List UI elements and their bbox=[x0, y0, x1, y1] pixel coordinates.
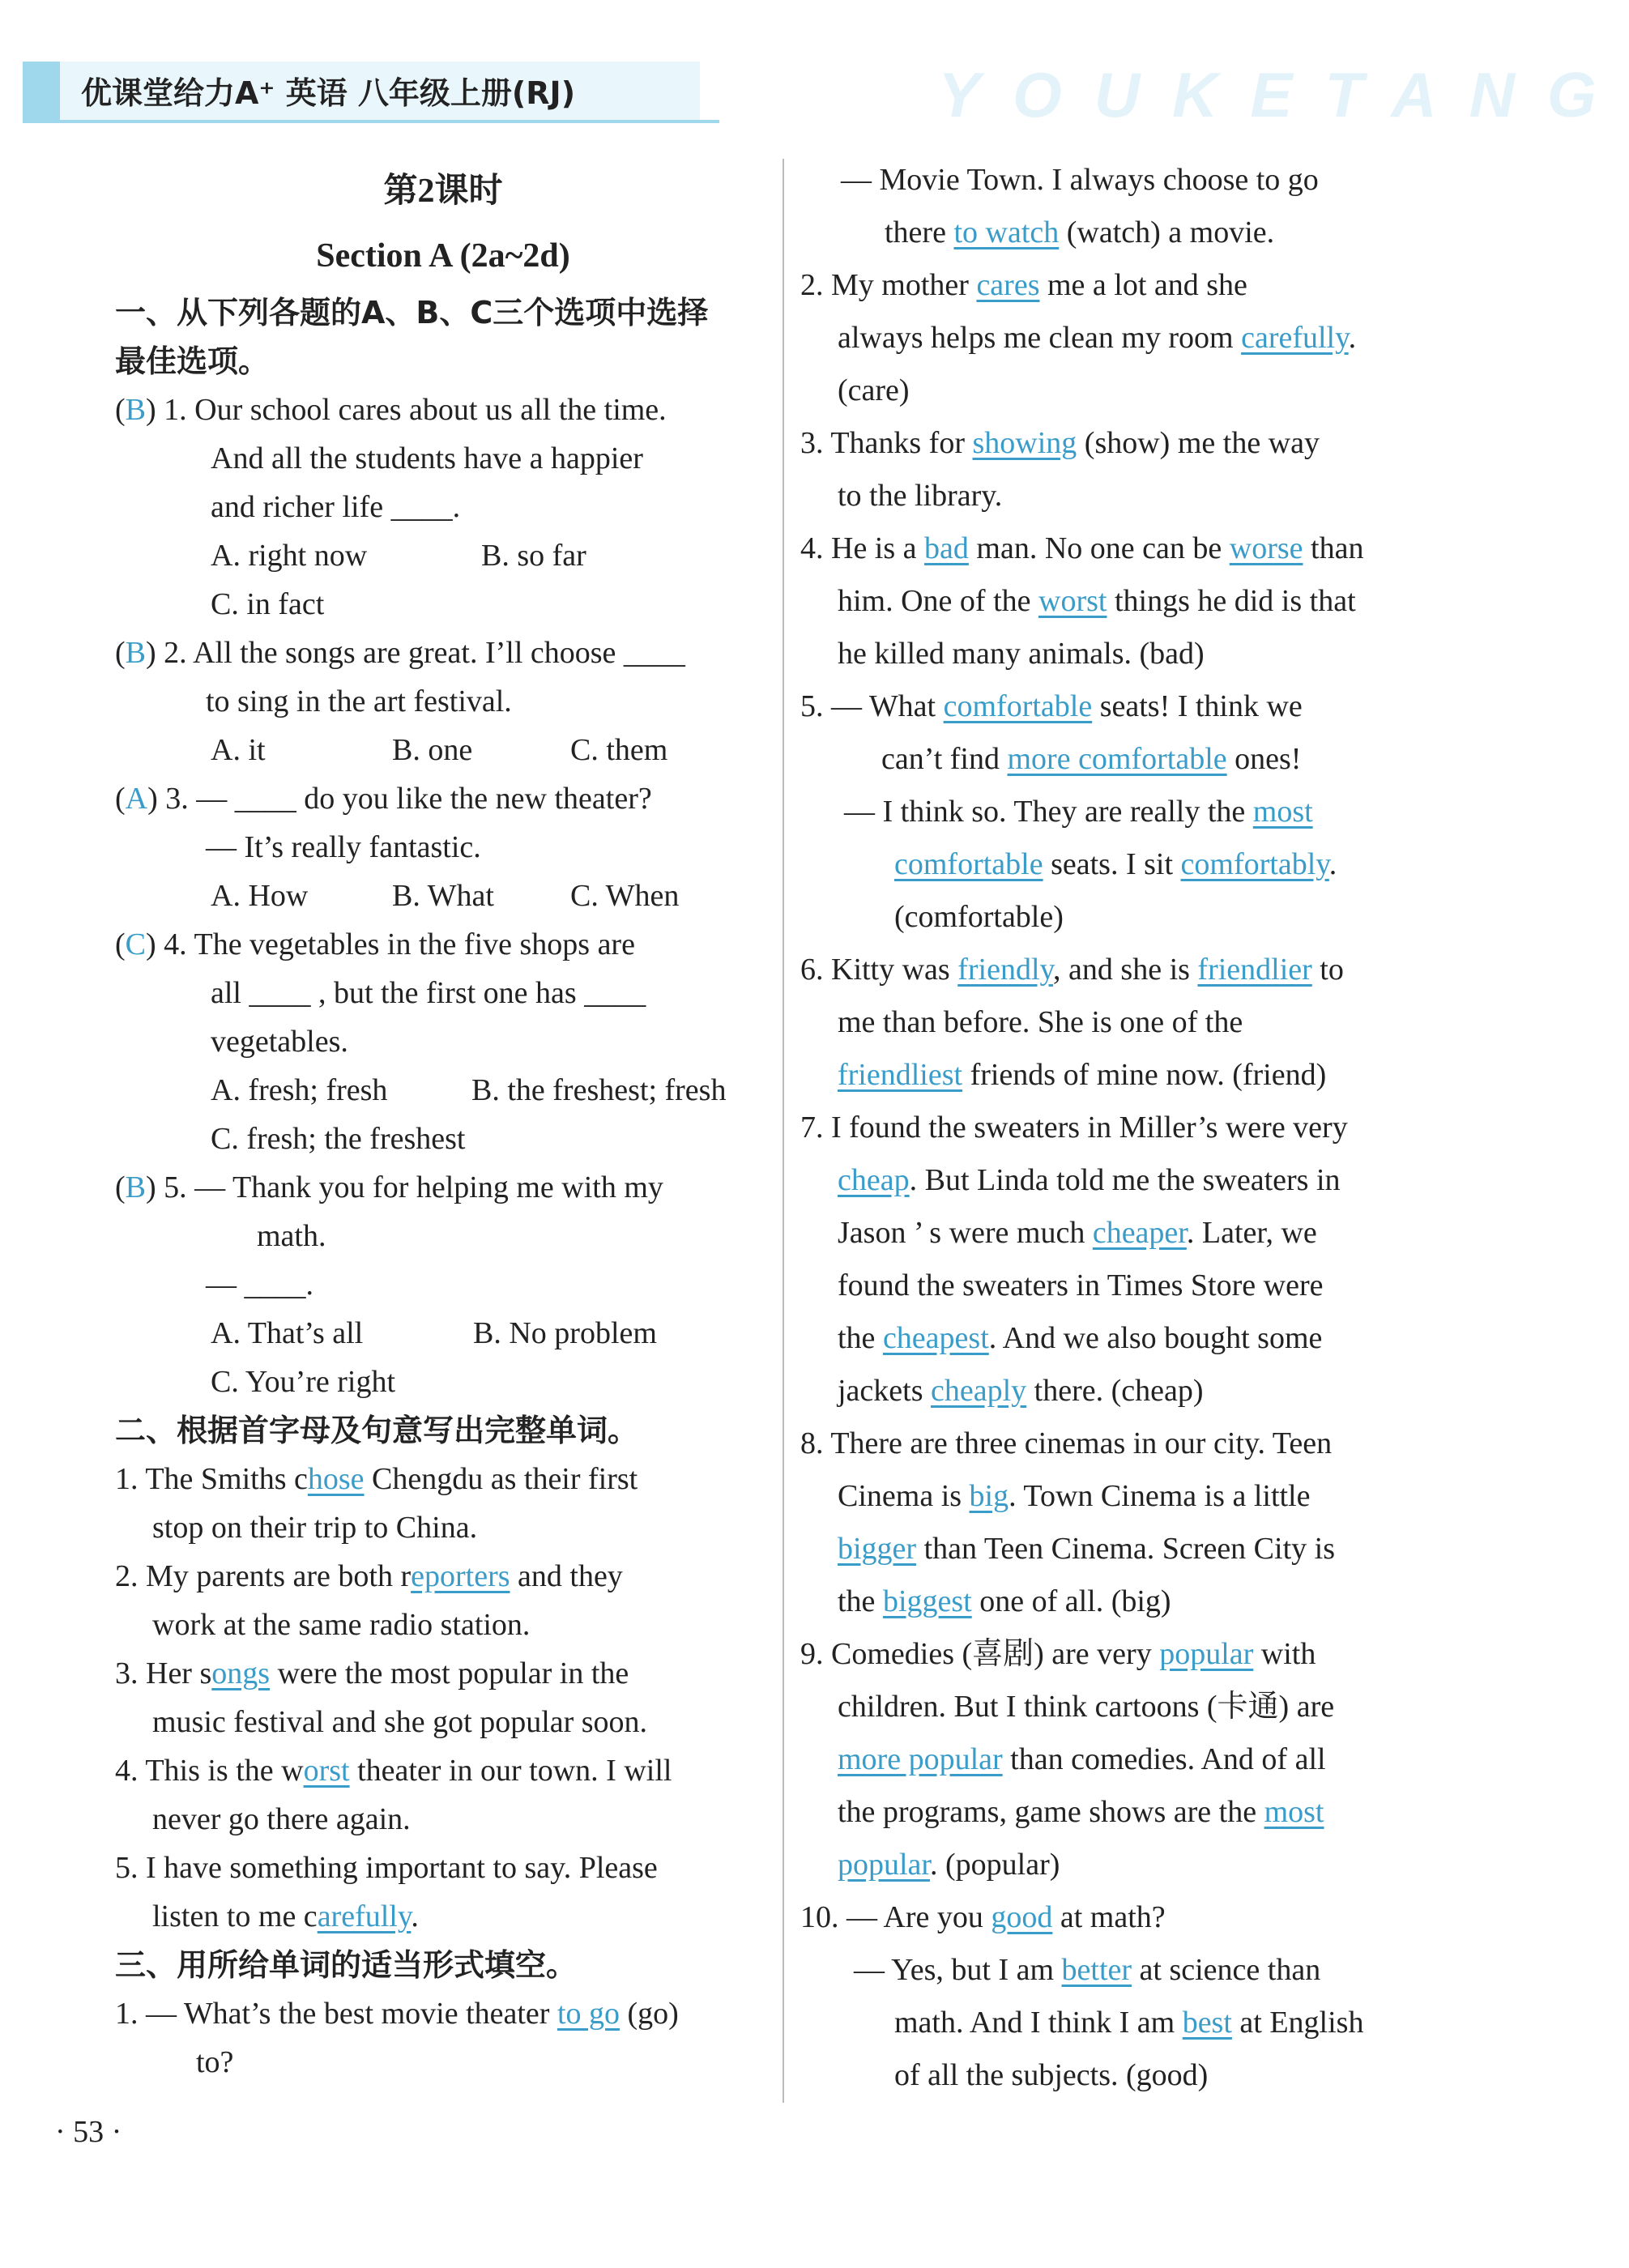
form-item-2: 2. My mother cares me a lot and she bbox=[800, 268, 1247, 302]
form-item-line: comfortable seats. I sit comfortably. bbox=[894, 847, 1337, 881]
answer: orst bbox=[303, 1754, 350, 1788]
answer: best bbox=[1182, 2006, 1232, 2040]
answer: to go bbox=[557, 1997, 620, 2031]
form-item-line: cheap. But Linda told me the sweaters in bbox=[838, 1163, 1341, 1197]
answer: most bbox=[1252, 795, 1313, 829]
form-item-6: 6. Kitty was friendly, and she is friendlier to bbox=[800, 953, 1344, 987]
answer: cheapest bbox=[882, 1321, 989, 1355]
form-item-line: to? bbox=[196, 2045, 234, 2079]
answer: friendlier bbox=[1197, 953, 1312, 987]
form-item-line: the cheapest. And we also bought some bbox=[838, 1321, 1323, 1355]
fill-item-5: 5. I have something important to say. Please bbox=[115, 1851, 658, 1885]
answer: C bbox=[125, 927, 147, 961]
fill-item-line: never go there again. bbox=[152, 1802, 411, 1836]
fill-item-line: work at the same radio station. bbox=[152, 1608, 531, 1642]
right-column bbox=[800, 154, 1463, 2102]
question-4: (C) 4. The vegetables in the five shops are bbox=[115, 927, 635, 961]
fill-item-3: 3. Her songs were the most popular in the bbox=[115, 1656, 629, 1690]
options: A. it B. one C. them bbox=[211, 733, 668, 767]
question-line: vegetables. bbox=[211, 1025, 348, 1059]
header-watermark: YOUKETANG bbox=[938, 59, 1629, 130]
header-rule bbox=[23, 120, 719, 123]
answer: cheap bbox=[838, 1163, 910, 1197]
form-item-10: 10. — Are you good at math? bbox=[800, 1900, 1166, 1934]
options: C. fresh; the freshest bbox=[211, 1122, 466, 1156]
answer: hose bbox=[307, 1462, 365, 1496]
options: A. right now B. so far bbox=[211, 539, 586, 573]
question-line: math. bbox=[257, 1219, 326, 1253]
section-title: Section A (2a~2d) bbox=[316, 237, 570, 275]
answer: to watch bbox=[953, 215, 1060, 249]
form-item-line: can’t find more comfortable ones! bbox=[881, 742, 1302, 776]
answer: friendly bbox=[957, 953, 1054, 987]
answer: cheaper bbox=[1092, 1216, 1187, 1250]
fill-item-4: 4. This is the worst theater in our town. I will bbox=[115, 1754, 672, 1788]
form-item-7: 7. I found the sweaters in Miller’s were very bbox=[800, 1111, 1348, 1145]
answer: big bbox=[969, 1479, 1009, 1513]
lesson-title: 第2课时 bbox=[383, 173, 503, 210]
answer: good bbox=[991, 1900, 1053, 1934]
answer: B bbox=[125, 393, 147, 427]
answer: A bbox=[125, 782, 148, 816]
fill-item-2: 2. My parents are both reporters and they bbox=[115, 1559, 623, 1593]
answer: bigger bbox=[838, 1532, 917, 1566]
answer: bad bbox=[924, 531, 969, 565]
answer: carefully bbox=[1241, 321, 1349, 355]
part1-heading: 一、从下列各题的A、B、C三个选项中选择 bbox=[115, 295, 709, 330]
options: C. in fact bbox=[211, 587, 325, 621]
header-accent-block bbox=[23, 62, 60, 120]
column-divider bbox=[783, 159, 784, 2103]
question-line: And all the students have a happier bbox=[211, 441, 643, 475]
form-item-line: the programs, game shows are the most bbox=[838, 1795, 1324, 1829]
form-item-line: of all the subjects. (good) bbox=[894, 2058, 1209, 2092]
fill-item-line: stop on their trip to China. bbox=[152, 1511, 478, 1545]
answer: comfortably bbox=[1180, 847, 1329, 881]
form-item-line: children. But I think cartoons (卡通) are bbox=[838, 1690, 1335, 1724]
form-item-line: (care) bbox=[838, 373, 910, 407]
answer: popular bbox=[838, 1848, 930, 1882]
options: C. You’re right bbox=[211, 1365, 396, 1399]
page-number: · 53 · bbox=[55, 2115, 122, 2149]
page-header bbox=[23, 50, 1629, 130]
form-item-line: math. And I think I am best at English bbox=[894, 2006, 1364, 2040]
question-line: and richer life ____. bbox=[211, 490, 461, 524]
left-column bbox=[115, 159, 771, 2087]
part2-heading: 二、根据首字母及句意写出完整单词。 bbox=[115, 1413, 639, 1448]
form-item-line: always helps me clean my room carefully. bbox=[838, 321, 1357, 355]
form-item-line: (comfortable) bbox=[894, 900, 1064, 934]
form-item-line: the biggest one of all. (big) bbox=[838, 1584, 1171, 1618]
question-line: all ____ , but the first one has ____ bbox=[211, 976, 646, 1010]
form-item-line: Jason ’ s were much cheaper. Later, we bbox=[838, 1216, 1317, 1250]
part3-heading: 三、用所给单词的适当形式填空。 bbox=[115, 1947, 578, 1983]
answer: B bbox=[125, 636, 147, 670]
fill-item-line: listen to me carefully. bbox=[152, 1899, 419, 1933]
answer: cheaply bbox=[931, 1374, 1027, 1408]
form-item-line: me than before. She is one of the bbox=[838, 1005, 1243, 1039]
answer: more popular bbox=[838, 1742, 1003, 1776]
form-item-line: — I think so. They are really the most bbox=[844, 795, 1313, 829]
answer: eporters bbox=[411, 1559, 510, 1593]
answer: ongs bbox=[211, 1656, 271, 1690]
answer: more comfortable bbox=[1007, 742, 1227, 776]
options: A. How B. What C. When bbox=[211, 879, 680, 913]
form-item-1-reply: — Movie Town. I always choose to go bbox=[841, 163, 1319, 197]
form-item-line: friendliest friends of mine now. (friend) bbox=[838, 1058, 1327, 1092]
form-item-line: popular. (popular) bbox=[838, 1848, 1060, 1882]
header-title: 优课堂给力A⁺ 英语 八年级上册(RJ) bbox=[81, 75, 576, 111]
form-item-line: bigger than Teen Cinema. Screen City is bbox=[838, 1532, 1335, 1566]
answer: worst bbox=[1038, 584, 1107, 618]
form-item-3: 3. Thanks for showing (show) me the way bbox=[800, 426, 1320, 460]
question-2: (B) 2. All the songs are great. I’ll choose ____ bbox=[115, 636, 685, 670]
question-line: — ____. bbox=[206, 1268, 313, 1302]
answer: biggest bbox=[882, 1584, 972, 1618]
answer: comfortable bbox=[943, 689, 1093, 723]
options: A. fresh; fresh B. the freshest; fresh bbox=[211, 1073, 727, 1107]
form-item-line: — Yes, but I am better at science than bbox=[854, 1953, 1321, 1987]
answer: B bbox=[125, 1170, 147, 1204]
form-item-line: him. One of the worst things he did is that bbox=[838, 584, 1356, 618]
form-item-line: he killed many animals. (bad) bbox=[838, 637, 1205, 671]
answer: most bbox=[1264, 1795, 1324, 1829]
answer: popular bbox=[1159, 1637, 1254, 1671]
form-item-line: more popular than comedies. And of all bbox=[838, 1742, 1326, 1776]
answer: cares bbox=[976, 268, 1040, 302]
answer: showing bbox=[972, 426, 1077, 460]
question-line: to sing in the art festival. bbox=[206, 684, 512, 718]
form-item-line: found the sweaters in Times Store were bbox=[838, 1268, 1324, 1302]
form-item-1: 1. — What’s the best movie theater to go (go) bbox=[115, 1997, 679, 2031]
form-item-line: there to watch (watch) a movie. bbox=[885, 215, 1275, 249]
form-item-line: to the library. bbox=[838, 479, 1003, 513]
form-item-line: jackets cheaply there. (cheap) bbox=[838, 1374, 1204, 1408]
question-3: (A) 3. — ____ do you like the new theater? bbox=[115, 782, 652, 816]
question-5: (B) 5. — Thank you for helping me with my bbox=[115, 1170, 663, 1204]
form-item-8: 8. There are three cinemas in our city. Teen bbox=[800, 1426, 1333, 1460]
answer: arefully bbox=[317, 1899, 412, 1933]
form-item-5: 5. — What comfortable seats! I think we bbox=[800, 689, 1303, 723]
form-item-9: 9. Comedies (喜剧) are very popular with bbox=[800, 1637, 1316, 1671]
form-item-line: Cinema is big. Town Cinema is a little bbox=[838, 1479, 1311, 1513]
fill-item-1: 1. The Smiths chose Chengdu as their first bbox=[115, 1462, 638, 1496]
options: A. That’s all B. No problem bbox=[211, 1316, 657, 1350]
question-line: — It’s really fantastic. bbox=[206, 830, 481, 864]
answer: comfortable bbox=[894, 847, 1043, 881]
answer: friendliest bbox=[838, 1058, 963, 1092]
part1-heading-cont: 最佳选项。 bbox=[115, 343, 270, 379]
fill-item-line: music festival and she got popular soon. bbox=[152, 1705, 648, 1739]
answer: worse bbox=[1229, 531, 1303, 565]
answer: better bbox=[1061, 1953, 1132, 1987]
question-1: (B) 1. Our school cares about us all the time. bbox=[115, 393, 667, 427]
form-item-4: 4. He is a bad man. No one can be worse than bbox=[800, 531, 1364, 565]
